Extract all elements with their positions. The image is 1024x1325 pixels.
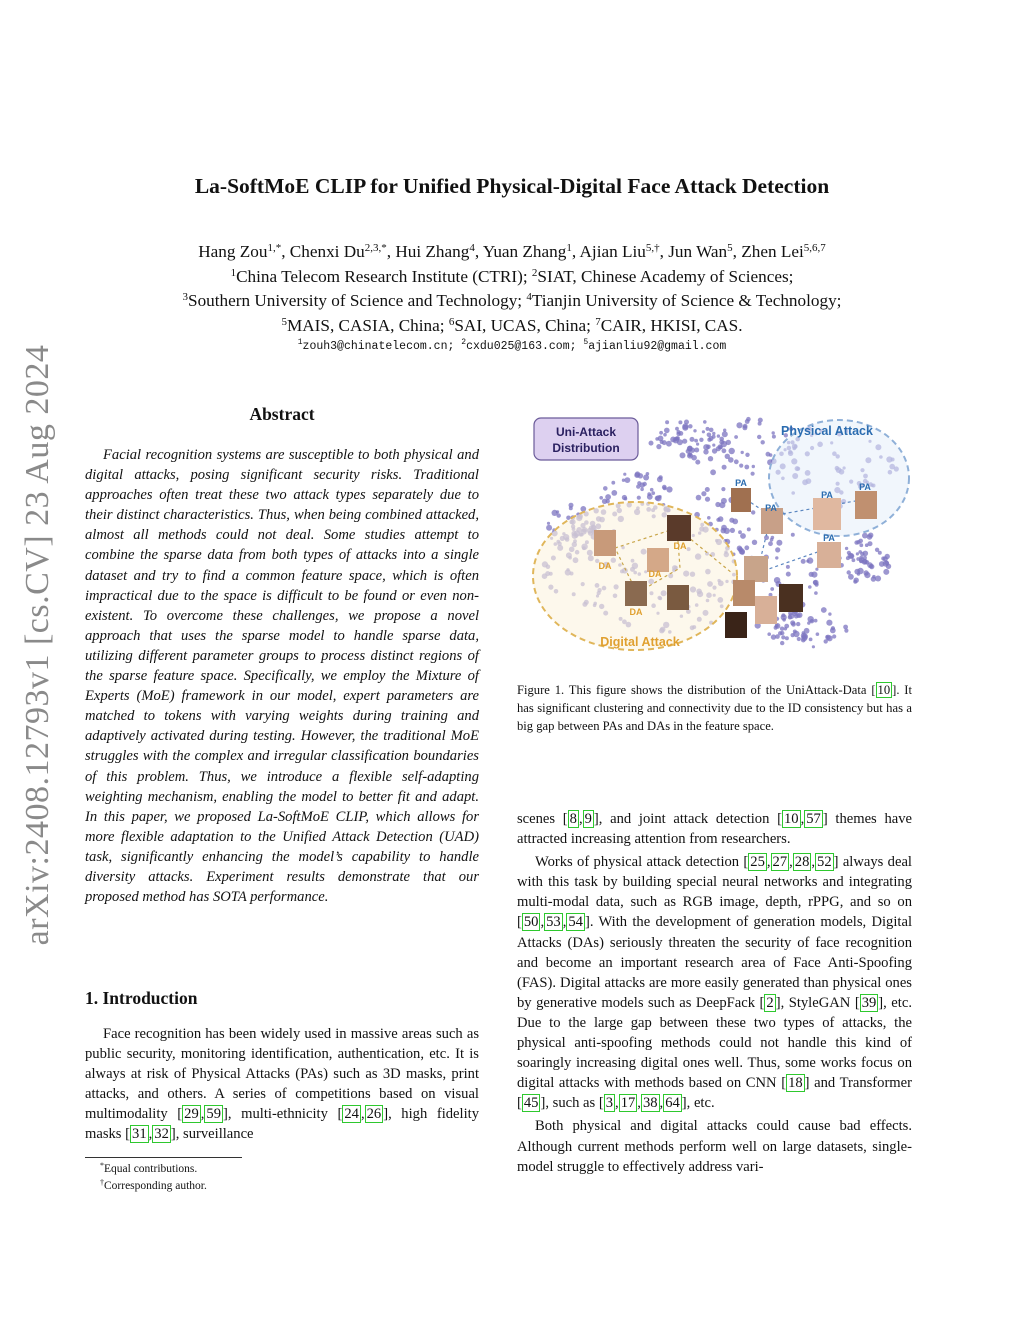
feature-dot [721, 487, 725, 491]
feature-dot [546, 525, 552, 531]
feature-dot [745, 453, 749, 457]
feature-dot [775, 556, 778, 559]
feature-dot [611, 481, 615, 485]
feature-dot [712, 444, 715, 447]
face-thumbnail [779, 584, 803, 612]
feature-dot [883, 569, 889, 575]
feature-dot [655, 495, 661, 501]
feature-dot [650, 488, 654, 492]
author: Hang Zou [198, 242, 268, 261]
citation-link[interactable]: 52 [817, 854, 832, 871]
feature-dot [647, 494, 653, 500]
feature-dot [782, 618, 786, 622]
feature-dot [767, 632, 771, 636]
feature-dot [743, 424, 748, 429]
citation-link[interactable]: 32 [154, 1126, 169, 1143]
feature-dot [771, 536, 775, 540]
feature-dot [712, 432, 715, 435]
feature-dot [676, 432, 680, 436]
feature-dot [701, 491, 706, 496]
footnote-rule [85, 1157, 242, 1158]
face-thumbnail [667, 515, 691, 541]
feature-dot [788, 615, 792, 619]
feature-dot [796, 614, 800, 618]
feature-dot [729, 448, 735, 454]
feature-dot [580, 506, 586, 512]
citation-link[interactable]: 24 [344, 1106, 359, 1123]
email-link[interactable]: zouh3@chinatelecom.cn; [302, 340, 455, 353]
feature-dot [706, 445, 711, 450]
feature-dot [678, 420, 682, 424]
citation-link[interactable]: 10 [877, 683, 891, 697]
feature-dot [557, 513, 561, 517]
feature-dot [709, 428, 714, 433]
feature-dot [649, 441, 654, 446]
feature-dot [858, 539, 863, 544]
feature-dot [638, 473, 643, 478]
feature-dot [859, 556, 863, 560]
author: Hui Zhang [395, 242, 470, 261]
feature-dot [744, 545, 749, 550]
feature-dot [859, 559, 863, 563]
citation-link[interactable]: 59 [206, 1106, 222, 1123]
feature-dot [807, 557, 813, 563]
feature-dot [769, 453, 773, 457]
feature-dot [726, 440, 731, 445]
feature-dot [808, 616, 814, 622]
digital-attack-region [533, 502, 737, 650]
feature-dot [717, 434, 720, 437]
feature-dot [707, 516, 711, 520]
feature-dot [770, 587, 774, 591]
citation-link[interactable]: 45 [523, 1095, 539, 1112]
feature-dot [775, 624, 779, 628]
arxiv-stamp [8, 345, 68, 945]
feature-dot [623, 473, 626, 476]
feature-dot [780, 627, 784, 631]
feature-dot [752, 465, 755, 468]
feature-dot [738, 530, 742, 534]
feature-dot [657, 477, 663, 483]
feature-dot [865, 543, 869, 547]
paper-title: La-SoftMoE CLIP for Unified Physical-Digital Face Attack Detection [194, 174, 830, 198]
face-thumbnail [817, 542, 841, 568]
feature-dot [863, 551, 869, 557]
feature-dot [814, 591, 818, 595]
citation-link[interactable]: 28 [794, 854, 810, 871]
feature-dot [816, 632, 820, 636]
feature-dot [603, 486, 608, 491]
feature-dot [796, 622, 800, 626]
feature-dot [845, 547, 848, 550]
feature-dot [640, 488, 644, 492]
feature-dot [651, 491, 655, 495]
feature-dot [665, 420, 669, 424]
feature-dot [662, 485, 667, 490]
footnote-corresponding: †Corresponding author. [100, 1178, 207, 1192]
citation-link[interactable]: 54 [568, 914, 583, 931]
feature-dot [826, 620, 832, 626]
feature-dot [828, 612, 831, 615]
feature-dot [747, 527, 751, 531]
feature-dot [848, 574, 854, 580]
feature-dot [682, 439, 687, 444]
feature-dot [772, 431, 775, 434]
feature-dot [622, 479, 625, 482]
feature-dot [875, 576, 881, 582]
feature-dot [786, 572, 791, 577]
feature-dot [716, 446, 721, 451]
affiliation-line: $^3$Southern University of Science and Technology; $^4$Tianjin University of Science & Technology; [182, 291, 842, 310]
feature-dot [708, 456, 713, 461]
author: Ajian Liu [579, 242, 646, 261]
author-block [0, 240, 1024, 338]
feature-dot [776, 540, 782, 546]
abstract-text: Facial recognition systems are susceptible to both physical and digital attacks, posing significant security risks. Traditional approaches often treat these two attack types separately due to their distinct characteristics. Thus, when being combined attacked, almost all methods could not deal. Some studies attempt to combine the sparse data from both types of attacks into a single dataset and try to find a common feature space, which is often impractical due to the space is difficult to be found or even non-existent. To overcome these challenges, we propose a novel approach that uses the sparse model to handle sparse data, utilizing different parameter groups to process distinct regions of the sparse feature space. Specifically, we employ the Mixture of Experts (MoE) framework in our model, expert parameters are matched to tokens with varying weights during training and adaptively activated during testing. However, the traditional MoE struggles with the complex and irregular classification boundaries of this problem. Thus, we introduce a flexible self-adapting weighting mechanism, enabling the model to better fit and adapt. In this paper, we proposed La-SoftMoE CLIP, which allows for more flexible adaptation to the Unified Attack Detection (UAD) task, significantly enhancing the model’s capability to handle diversity attacks. Experiment results demonstrate that our proposed method has SOTA performance. [85, 447, 479, 906]
feature-dot [815, 568, 818, 571]
face-thumbnail [855, 491, 877, 519]
feature-dot [705, 487, 710, 492]
citation-link[interactable]: 9 [584, 811, 592, 827]
paragraph: scenes [ 8 , 9 ], and joint attack detection [ 10 , 57 ] themes have attracted increasing attention from researchers. [517, 811, 912, 848]
face-thumbnail [813, 498, 841, 530]
figure-1-distribution [517, 408, 912, 666]
feature-dot [815, 583, 819, 587]
citation-link[interactable]: 64 [665, 1095, 680, 1112]
face-thumbnail [744, 556, 768, 582]
feature-dot [677, 439, 683, 445]
citation-link[interactable]: 3 [605, 1095, 614, 1112]
email-link[interactable]: ajianliu92@gmail.com [588, 340, 727, 353]
feature-dot [781, 613, 785, 617]
citation-link[interactable]: 38 [642, 1095, 658, 1112]
citation-link[interactable]: 57 [806, 811, 821, 827]
footnote-equal: *Equal contributions. [100, 1161, 198, 1175]
feature-dot [643, 475, 649, 481]
feature-dot [744, 465, 749, 470]
feature-dot [696, 495, 702, 501]
feature-dot [693, 429, 696, 432]
feature-dot [715, 502, 720, 507]
feature-dot [722, 448, 727, 453]
feature-dot [740, 550, 745, 555]
affiliation-line: $^1$China Telecom Research Institute (CTRI); $^2$SIAT, Chinese Academy of Sciences; [230, 266, 794, 286]
pa-tag: PA [765, 503, 777, 513]
feature-dot [812, 645, 815, 648]
feature-dot [885, 554, 890, 559]
feature-dot [605, 494, 611, 500]
feature-dot [666, 486, 672, 492]
feature-dot [664, 428, 670, 434]
feature-dot [843, 625, 848, 630]
feature-dot [771, 634, 776, 639]
face-thumbnail [625, 581, 647, 606]
feature-dot [852, 558, 856, 562]
feature-dot [656, 444, 661, 449]
feature-dot [801, 559, 806, 564]
feature-dot [758, 422, 762, 426]
author: Chenxi Du [289, 242, 365, 261]
feature-dot [599, 496, 603, 500]
feature-dot [663, 433, 667, 437]
feature-dot [722, 431, 728, 437]
feature-dot [719, 440, 724, 445]
citation-link[interactable]: 29 [184, 1106, 199, 1123]
citation-link[interactable]: 50 [523, 914, 539, 931]
face-thumbnail [725, 612, 747, 638]
da-tag: DA [598, 561, 612, 571]
feature-dot [814, 619, 818, 623]
citation-link[interactable]: 31 [132, 1126, 147, 1143]
right-column-body [517, 809, 912, 1177]
citation-link[interactable]: 2 [766, 994, 774, 1011]
feature-dot [724, 528, 730, 534]
feature-dot [853, 580, 857, 584]
feature-dot [751, 510, 755, 514]
feature-dot [868, 533, 873, 538]
abstract-heading: Abstract [249, 404, 315, 424]
physical-attack-label: Physical Attack [781, 424, 873, 438]
author: Yuan Zhang [482, 242, 567, 261]
feature-dot [728, 457, 734, 463]
face-thumbnail [594, 530, 616, 556]
citation-link[interactable]: 17 [620, 1095, 636, 1112]
feature-dot [778, 631, 782, 635]
citation-link[interactable]: 25 [750, 854, 765, 871]
feature-dot [827, 635, 833, 641]
feature-dot [809, 638, 813, 642]
email-line: $^1$zouh3@chinatelecom.cn; $^2$cxdu025@163.com; $^5$ajianliu92@gmail.com [297, 338, 727, 353]
pa-tag: PA [821, 490, 833, 500]
face-thumbnail [755, 596, 777, 624]
feature-dot [703, 420, 707, 424]
feature-dot [680, 452, 686, 458]
feature-dot [682, 423, 688, 429]
feature-dot [811, 572, 817, 578]
feature-dot [666, 441, 672, 447]
feature-dot [690, 437, 695, 442]
citation-link[interactable]: 18 [788, 1075, 803, 1092]
feature-dot [662, 440, 667, 445]
feature-dot [761, 440, 765, 444]
email-link[interactable]: cxdu025@163.com; [466, 340, 577, 353]
feature-dot [808, 585, 812, 589]
feature-dot [687, 446, 692, 451]
citation-link[interactable]: 39 [861, 994, 877, 1011]
feature-dot [705, 497, 710, 502]
pa-tag: PA [823, 533, 835, 543]
feature-dot [821, 607, 827, 613]
citation-link[interactable]: 10 [783, 811, 799, 827]
feature-dot [832, 634, 836, 638]
feature-dot [831, 626, 835, 630]
feature-dot [699, 438, 703, 442]
feature-dot [740, 533, 746, 539]
author: Zhen Lei [741, 242, 804, 261]
face-thumbnail [667, 585, 689, 610]
feature-dot [691, 455, 697, 461]
feature-dot [781, 635, 785, 639]
feature-dot [695, 460, 700, 465]
face-thumbnail [731, 488, 751, 512]
distribution-label: Distribution [552, 441, 620, 455]
da-tag: DA [673, 541, 687, 551]
paragraph: Both physical and digital attacks could cause bad effects. Although current methods perform well on large datasets, single-model struggle to effectively address vari- [517, 1118, 912, 1175]
figure-1-caption: Figure 1. This figure shows the distribution of the UniAttack-Data [ 10 ]. It has significant clustering and connectivity due to the ID consistency but has a big gap between PAs and DAs in the feature space. [517, 683, 913, 734]
feature-dot [848, 553, 854, 559]
feature-dot [863, 570, 868, 575]
feature-dot [801, 638, 806, 643]
feature-dot [694, 439, 698, 443]
citation-link[interactable]: 26 [366, 1106, 382, 1123]
feature-dot [625, 477, 631, 483]
feature-dot [790, 620, 795, 625]
feature-dot [688, 424, 692, 428]
feature-dot [791, 533, 795, 537]
feature-dot [859, 543, 863, 547]
feature-dot [785, 636, 789, 640]
feature-dot [854, 540, 858, 544]
intro-paragraph: Face recognition has been widely used in massive areas such as public security, monitoring identification, authentication, etc. It is always at risk of Physical Attacks (PAs) such as 3D masks, print attacks, and others. A series of competitions based on visual multimodality [ 29 , 59 ], multi-ethnicity [ 24 , 26 ], high fidelity masks [ 31 , 32 ], surveillance [85, 1026, 479, 1143]
da-tag: DA [629, 607, 643, 617]
feature-dot [709, 436, 714, 441]
citation-link[interactable]: 53 [546, 914, 561, 931]
feature-dot [797, 637, 801, 641]
feature-dot [659, 431, 663, 435]
arxiv-id: arXiv:2408.12793v1 [cs.CV] 23 Aug 2024 [19, 344, 56, 946]
feature-dot [857, 568, 863, 574]
feature-dot [780, 641, 784, 645]
feature-dot [768, 541, 773, 546]
feature-dot [637, 496, 641, 500]
feature-dot [716, 518, 720, 522]
feature-dot [547, 522, 550, 525]
feature-dot [736, 422, 742, 428]
feature-dot [869, 564, 873, 568]
face-thumbnail [733, 580, 755, 606]
feature-dot [739, 464, 743, 468]
feature-dot [702, 430, 705, 433]
feature-dot [723, 429, 726, 432]
feature-dot [856, 552, 859, 555]
da-tag: DA [648, 569, 662, 579]
feature-dot [757, 435, 761, 439]
pa-tag: PA [859, 482, 871, 492]
feature-dot [791, 633, 795, 637]
feature-dot [696, 443, 699, 446]
feature-dot [703, 449, 708, 454]
feature-dot [752, 540, 757, 545]
section-heading-introduction: 1. Introduction [85, 988, 198, 1008]
uni-attack-label: Uni-Attack [555, 425, 617, 439]
feature-dot [741, 451, 744, 454]
feature-dot [721, 498, 727, 504]
feature-dot [637, 481, 641, 485]
affiliation-line: $^5$MAIS, CASIA, China; $^6$SAI, UCAS, China; $^7$CAIR, HKISI, CAS. [281, 315, 743, 335]
feature-dot [751, 472, 755, 476]
feature-dot [875, 548, 879, 552]
feature-dot [611, 490, 617, 496]
feature-dot [722, 465, 727, 470]
feature-dot [734, 435, 738, 439]
feature-dot [775, 547, 780, 552]
feature-dot [569, 506, 573, 510]
feature-dot [793, 630, 797, 634]
citation-link[interactable]: 8 [569, 811, 577, 827]
feature-dot [732, 519, 738, 525]
pa-tag: PA [735, 478, 747, 488]
feature-dot [730, 528, 735, 533]
author-list: Hang Zou$^{1,*}$, Chenxi $Du^{2,3,*}$, Hui Zhang$^4$, Yuan Zhang$^1$, Ajian Liu$^{5,\dagger}$, Jun Wan$^5$, Zhen Lei$^{5,6,7}$ [198, 242, 826, 261]
feature-dot [772, 435, 776, 439]
citation-link[interactable]: 27 [772, 854, 788, 871]
feature-dot [624, 497, 628, 501]
digital-attack-label: Digital Attack [600, 635, 680, 649]
feature-dot [784, 624, 789, 629]
feature-dot [746, 417, 751, 422]
feature-dot [734, 459, 739, 464]
feature-dot [801, 633, 807, 639]
feature-dot [847, 570, 851, 574]
feature-dot [706, 427, 710, 431]
feature-dot [786, 565, 790, 569]
paragraph: Works of physical attack detection [ 25 , 27 , 28 , 52 ] always deal with this task by building special neural networks and integrating multi-modal data, such as RGB image, depth, rPPG, and so on [ 50 , 53 , 54 ]. With the development of generation models, Digital Attacks (DAs) seriously threaten the security of face recognition and become an important research area of Face Anti-Spoofing (FAS). Digital attacks are more easily generated than physical ones by generative models such as DeepFack [ 2 ], StyleGAN [ 39 ], etc. Due to the large gap between these two types of attacks, the physical anti-spoofing methods could not handle this kind of soaringly increasing digital ones well. Thus, some works focus on digital attacks with methods based on CNN [ 18 ] and Transformer [ 45 ], such as [ 3 , 17 , 38 , 64 ], etc. [517, 854, 912, 1112]
author: Jun Wan [668, 242, 728, 261]
feature-dot [710, 469, 716, 475]
